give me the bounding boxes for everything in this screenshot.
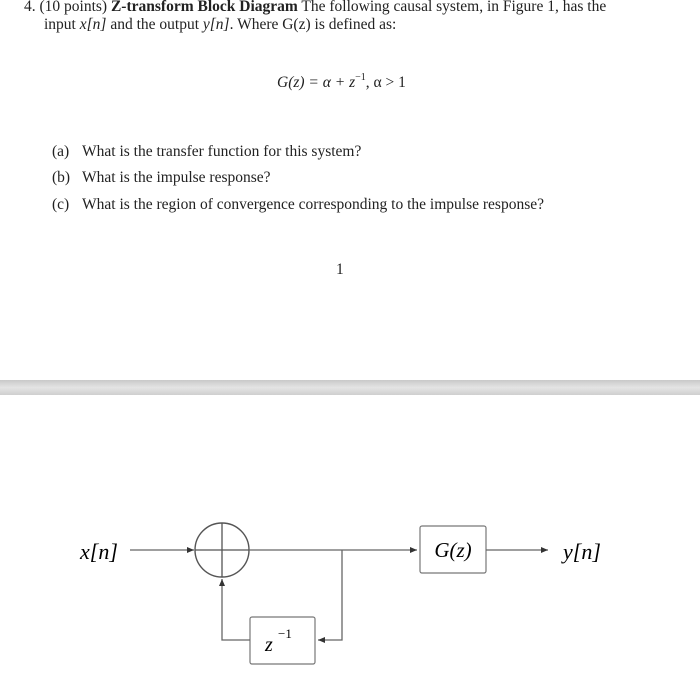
block-diagram [0, 395, 700, 678]
g-block [420, 526, 486, 573]
problem-intro-text: The following causal system, in Figure 1, has the [301, 0, 607, 15]
input-signal-inline: x[n] [79, 16, 107, 33]
delay-block [250, 617, 315, 664]
problem-number: 4. [24, 0, 36, 15]
summing-junction [195, 523, 249, 577]
question-a: (a) What is the transfer function for this system? [52, 143, 362, 160]
delay-block-exponent: −1 [278, 626, 292, 641]
question-c: (c) What is the region of convergence corresponding to the impulse response? [52, 196, 544, 213]
question-b: (b) What is the impulse response? [52, 169, 271, 186]
problem-intro-line [24, 0, 606, 16]
page-separator [0, 380, 700, 395]
g-block-label: G(z) [434, 538, 472, 562]
block-diagram-svg [0, 395, 700, 678]
output-signal-label: y[n] [563, 539, 601, 564]
page-number: 1 [336, 261, 344, 278]
input-signal-label: x[n] [80, 539, 118, 564]
problem-points: (10 points) [39, 0, 108, 15]
problem-intro-line-2: input x[n] and the output y[n]. Where G(z) is defined as: [44, 16, 397, 33]
delay-block-base: z [265, 634, 273, 656]
g-definition-formula: $G(z) = \alpha + z^{-1}$, α > 1 [277, 72, 406, 91]
feedback-tap-arrow [318, 550, 342, 640]
output-signal-inline: y[n] [202, 16, 230, 33]
feedback-return-arrow [222, 579, 250, 640]
problem-heading: Z-transform Block Diagram [110, 0, 298, 15]
